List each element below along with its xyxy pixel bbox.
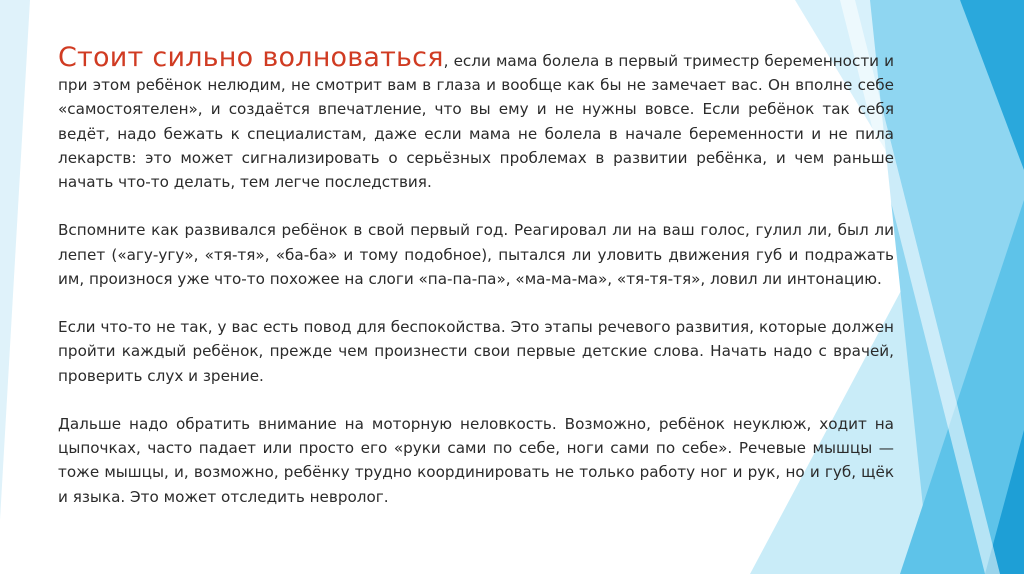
paragraph-1-text: , если мама болела в первый триместр беременности и при этом ребёнок нелюдим, не смотрит вам в глаза и вообще как бы не замечает вас. Он вполне себе «самостоятелен», и создаётся впечатление, что вы ему и не нужны вовсе. Если ребёнок так себя ведёт, надо бежать к специалистам, даже если мама не болела в начале беременности и не пила лекарств: это может сигнализировать о серьёзных проблемах в развитии ребёнка, и чем раньше начать что-то делать, тем легче последствия.	[58, 52, 895, 192]
paragraph-1	[58, 42, 895, 194]
slide-text-body	[58, 42, 895, 509]
paragraph-4: Дальше надо обратить внимание на моторную неловкость. Возможно, ребёнок неуклюж, ходит на цыпочках, часто падает или просто его «руки сами по себе, ноги сами по себе». Речевые мышцы — тоже мышцы, и, возможно, ребёнку трудно координировать не только работу ног и рук, но и губ, щёк и языка. Это может отследить невролог.	[58, 415, 894, 506]
paragraph-2: Вспомните как развивался ребёнок в свой первый год. Реагировал ли на ваш голос, гулил ли, был ли лепет («агу-угу», «тя-тя», «ба-ба» и тому подобное), пытался ли уловить движения губ и подражать им, произнося уже что-то похожее на слоги «па-па-па», «ма-ма-ма», «тя-тя-тя», ловил ли интонацию.	[58, 221, 894, 288]
slide-lead-heading: Стоит сильно волноваться	[58, 42, 444, 73]
deco-shape-light-left	[0, 0, 30, 520]
paragraph-3: Если что-то не так, у вас есть повод для беспокойства. Это этапы речевого развития, которые должен пройти каждый ребёнок, прежде чем произнести свои первые детские слова. Начать надо с врачей, проверить слух и зрение.	[58, 318, 894, 385]
